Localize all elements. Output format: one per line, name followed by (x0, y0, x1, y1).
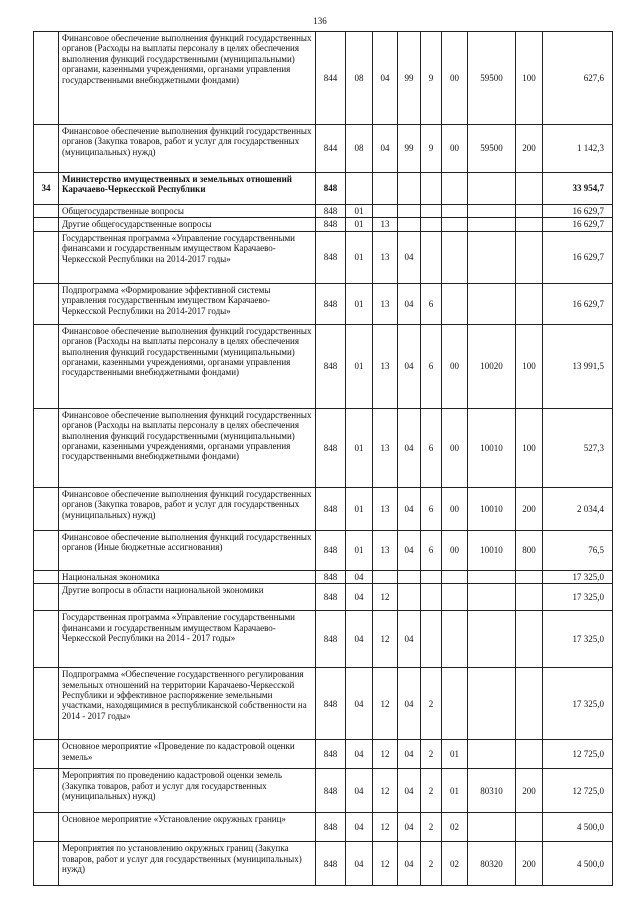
cell-num (34, 283, 59, 324)
cell-pr: 12 (373, 668, 398, 740)
cell-csr4 (468, 813, 516, 842)
cell-num (34, 125, 59, 173)
cell-csr3: 01 (442, 740, 468, 769)
cell-pr: 04 (373, 125, 398, 173)
table-row (34, 218, 613, 231)
cell-ved: 848 (316, 324, 346, 408)
cell-rz: 04 (346, 769, 373, 813)
cell-csr1: 04 (398, 769, 421, 813)
cell-csr1 (398, 173, 421, 205)
cell-csr4 (468, 611, 516, 668)
cell-csr4: 10010 (468, 408, 516, 487)
cell-csr4: 80310 (468, 769, 516, 813)
cell-pr (373, 570, 398, 583)
cell-pr: 12 (373, 611, 398, 668)
cell-sum: 17 325,0 (543, 570, 613, 583)
cell-csr3 (442, 668, 468, 740)
cell-csr2 (421, 205, 442, 218)
cell-csr3 (442, 283, 468, 324)
table-row (34, 530, 613, 570)
cell-num (34, 668, 59, 740)
cell-ved: 848 (316, 611, 346, 668)
cell-csr4 (468, 283, 516, 324)
cell-rz: 04 (346, 740, 373, 769)
cell-vr (516, 611, 543, 668)
cell-csr4: 80320 (468, 842, 516, 886)
cell-ved: 844 (316, 125, 346, 173)
table-row (34, 205, 613, 218)
cell-name: Финансовое обеспечение выполнения функций государственных органов (Закупка товаров, работ и услуг для государственных (муниципальных) нужд) (59, 487, 316, 530)
cell-csr3 (442, 218, 468, 231)
cell-csr2: 6 (421, 324, 442, 408)
table-body (34, 32, 613, 886)
cell-name: Мероприятия по проведению кадастровой оценки земель (Закупка товаров, работ и услуг для государственных (муниципальных) нужд) (59, 769, 316, 813)
cell-num (34, 205, 59, 218)
cell-csr4 (468, 584, 516, 611)
cell-csr1: 04 (398, 668, 421, 740)
table-row (34, 842, 613, 886)
cell-num (34, 584, 59, 611)
cell-rz: 04 (346, 611, 373, 668)
cell-pr: 13 (373, 283, 398, 324)
cell-pr: 13 (373, 530, 398, 570)
table-row (34, 487, 613, 530)
cell-csr3 (442, 205, 468, 218)
table-row (34, 173, 613, 205)
cell-ved: 848 (316, 231, 346, 283)
cell-name: Финансовое обеспечение выполнения функций государственных органов (Закупка товаров, работ и услуг для государственных (муниципальных) нужд) (59, 125, 316, 173)
cell-csr2: 2 (421, 769, 442, 813)
cell-csr4 (468, 218, 516, 231)
table-row (34, 125, 613, 173)
cell-name: Финансовое обеспечение выполнения функций государственных органов (Расходы на выплаты персоналу в целях обеспечения выполнения функций государственными (муниципальными) органами, казенными учреждениями, органами управления государственными внебюджетными фондами) (59, 32, 316, 125)
cell-vr (516, 173, 543, 205)
cell-vr: 100 (516, 32, 543, 125)
cell-pr (373, 173, 398, 205)
cell-csr2: 2 (421, 813, 442, 842)
cell-sum: 4 500,0 (543, 842, 613, 886)
cell-vr (516, 205, 543, 218)
cell-sum: 33 954,7 (543, 173, 613, 205)
cell-num (34, 530, 59, 570)
cell-csr4: 10010 (468, 487, 516, 530)
cell-csr2: 2 (421, 842, 442, 886)
cell-csr1: 04 (398, 611, 421, 668)
cell-sum: 16 629,7 (543, 231, 613, 283)
cell-pr: 04 (373, 32, 398, 125)
cell-name: Подпрограмма «Обеспечение государственного регулирования земельных отношений на территории Карачаево-Черкесской Республики и эффективное распоряжение земельными участками, находящимися в республиканской собственности на 2014 - 2017 годы» (59, 668, 316, 740)
cell-sum: 16 629,7 (543, 205, 613, 218)
table-row (34, 584, 613, 611)
cell-name: Государственная программа «Управление государственными финансами и государственным имуществом Карачаево-Черкесской Республики на 2014-2017 годы» (59, 231, 316, 283)
cell-ved: 848 (316, 668, 346, 740)
cell-vr (516, 218, 543, 231)
cell-name: Другие вопросы в области национальной экономики (59, 584, 316, 611)
page-number: 136 (313, 16, 327, 26)
cell-num (34, 324, 59, 408)
cell-pr: 13 (373, 218, 398, 231)
cell-csr4: 59500 (468, 32, 516, 125)
table-row (34, 408, 613, 487)
table-row (34, 769, 613, 813)
cell-csr2 (421, 173, 442, 205)
cell-name: Другие общегосударственные вопросы (59, 218, 316, 231)
cell-num (34, 218, 59, 231)
cell-num (34, 769, 59, 813)
cell-vr (516, 813, 543, 842)
cell-sum: 17 325,0 (543, 611, 613, 668)
cell-vr (516, 668, 543, 740)
cell-csr3: 00 (442, 530, 468, 570)
cell-pr: 13 (373, 408, 398, 487)
cell-vr: 800 (516, 530, 543, 570)
cell-rz: 08 (346, 32, 373, 125)
cell-rz (346, 173, 373, 205)
cell-vr: 200 (516, 842, 543, 886)
cell-csr4: 10020 (468, 324, 516, 408)
table-row (34, 813, 613, 842)
cell-csr4 (468, 668, 516, 740)
cell-rz: 08 (346, 125, 373, 173)
cell-pr (373, 205, 398, 218)
cell-csr2: 6 (421, 487, 442, 530)
cell-ved: 848 (316, 740, 346, 769)
cell-csr2 (421, 611, 442, 668)
cell-csr4 (468, 570, 516, 583)
cell-name: Финансовое обеспечение выполнения функций государственных органов (Иные бюджетные ассигнования) (59, 530, 316, 570)
cell-ved: 848 (316, 408, 346, 487)
cell-csr2 (421, 584, 442, 611)
cell-ved: 848 (316, 487, 346, 530)
cell-csr2: 6 (421, 283, 442, 324)
cell-ved: 848 (316, 842, 346, 886)
cell-sum: 16 629,7 (543, 218, 613, 231)
cell-vr: 200 (516, 487, 543, 530)
cell-vr: 200 (516, 125, 543, 173)
cell-sum: 4 500,0 (543, 813, 613, 842)
cell-csr4: 10010 (468, 530, 516, 570)
cell-csr3: 01 (442, 769, 468, 813)
cell-csr3: 00 (442, 487, 468, 530)
cell-vr (516, 584, 543, 611)
cell-name: Основное мероприятие «Проведение по кадастровой оценки земель» (59, 740, 316, 769)
cell-csr1: 04 (398, 283, 421, 324)
table-row (34, 231, 613, 283)
cell-ved: 848 (316, 283, 346, 324)
cell-csr1: 04 (398, 842, 421, 886)
cell-csr1: 04 (398, 408, 421, 487)
cell-rz: 01 (346, 231, 373, 283)
cell-csr3 (442, 570, 468, 583)
cell-csr2: 9 (421, 32, 442, 125)
cell-csr2 (421, 231, 442, 283)
cell-csr1 (398, 218, 421, 231)
table-row (34, 283, 613, 324)
cell-csr1 (398, 584, 421, 611)
cell-sum: 16 629,7 (543, 283, 613, 324)
cell-csr3 (442, 231, 468, 283)
cell-vr (516, 231, 543, 283)
cell-sum: 12 725,0 (543, 769, 613, 813)
cell-csr1: 99 (398, 125, 421, 173)
cell-rz: 04 (346, 842, 373, 886)
cell-csr1: 04 (398, 740, 421, 769)
cell-csr4 (468, 173, 516, 205)
cell-rz: 04 (346, 813, 373, 842)
cell-csr2: 6 (421, 408, 442, 487)
cell-csr4: 59500 (468, 125, 516, 173)
table-row (34, 570, 613, 583)
cell-csr1 (398, 570, 421, 583)
cell-vr: 200 (516, 769, 543, 813)
cell-pr: 13 (373, 324, 398, 408)
table-row (34, 32, 613, 125)
cell-csr3: 02 (442, 813, 468, 842)
cell-ved: 848 (316, 584, 346, 611)
cell-rz: 04 (346, 570, 373, 583)
cell-name: Национальная экономика (59, 570, 316, 583)
cell-rz: 01 (346, 324, 373, 408)
cell-sum: 76,5 (543, 530, 613, 570)
cell-rz: 01 (346, 218, 373, 231)
budget-table (33, 31, 613, 886)
cell-csr4 (468, 231, 516, 283)
cell-csr3: 00 (442, 324, 468, 408)
cell-csr1: 04 (398, 487, 421, 530)
cell-csr1: 99 (398, 32, 421, 125)
cell-ved: 848 (316, 570, 346, 583)
cell-pr: 12 (373, 740, 398, 769)
table-row (34, 668, 613, 740)
cell-csr1: 04 (398, 813, 421, 842)
cell-ved: 848 (316, 173, 346, 205)
cell-name: Финансовое обеспечение выполнения функций государственных органов (Расходы на выплаты персоналу в целях обеспечения выполнения функций государственными (муниципальными) органами, казенными учреждениями, органами управления государственными внебюджетными фондами) (59, 408, 316, 487)
cell-pr: 12 (373, 769, 398, 813)
cell-ved: 844 (316, 32, 346, 125)
cell-csr4 (468, 205, 516, 218)
cell-name: Основное мероприятие «Установление окружных границ» (59, 813, 316, 842)
cell-ved: 848 (316, 769, 346, 813)
cell-csr3: 00 (442, 125, 468, 173)
cell-pr: 12 (373, 813, 398, 842)
table-row (34, 611, 613, 668)
cell-num (34, 611, 59, 668)
cell-name: Мероприятия по установлению окружных границ (Закупка товаров, работ и услуг для государственных (муниципальных) нужд) (59, 842, 316, 886)
table-row (34, 324, 613, 408)
cell-num (34, 408, 59, 487)
cell-csr1 (398, 205, 421, 218)
cell-vr (516, 283, 543, 324)
cell-rz: 04 (346, 668, 373, 740)
cell-sum: 2 034,4 (543, 487, 613, 530)
cell-ved: 848 (316, 205, 346, 218)
cell-csr2: 2 (421, 668, 442, 740)
cell-sum: 527,3 (543, 408, 613, 487)
cell-csr1: 04 (398, 530, 421, 570)
cell-csr1: 04 (398, 231, 421, 283)
cell-rz: 01 (346, 487, 373, 530)
cell-name: Подпрограмма «Формирование эффективной системы управления государственным имуществом Карачаево-Черкесской Республики на 2014-2017 годы» (59, 283, 316, 324)
cell-num (34, 231, 59, 283)
cell-sum: 1 142,3 (543, 125, 613, 173)
cell-name: Государственная программа «Управление государственными финансами и государственным имуществом Карачаево-Черкесской Республики на 2014 - 2017 годы» (59, 611, 316, 668)
cell-rz: 01 (346, 205, 373, 218)
cell-csr3: 02 (442, 842, 468, 886)
cell-num (34, 842, 59, 886)
cell-csr1: 04 (398, 324, 421, 408)
cell-vr: 100 (516, 408, 543, 487)
cell-csr3 (442, 584, 468, 611)
cell-csr2: 9 (421, 125, 442, 173)
cell-name: Финансовое обеспечение выполнения функций государственных органов (Расходы на выплаты персоналу в целях обеспечения выполнения функций государственными (муниципальными) органами, казенными учреждениями, органами управления государственными внебюджетными фондами) (59, 324, 316, 408)
cell-sum: 12 725,0 (543, 740, 613, 769)
cell-num (34, 813, 59, 842)
cell-sum: 627,6 (543, 32, 613, 125)
cell-ved: 848 (316, 813, 346, 842)
cell-csr3: 00 (442, 408, 468, 487)
cell-csr3 (442, 611, 468, 668)
cell-pr: 12 (373, 842, 398, 886)
cell-pr: 12 (373, 584, 398, 611)
cell-csr2: 2 (421, 740, 442, 769)
cell-pr: 13 (373, 231, 398, 283)
cell-name: Общегосударственные вопросы (59, 205, 316, 218)
cell-csr2: 6 (421, 530, 442, 570)
cell-name: Министерство имущественных и земельных отношений Карачаево-Черкесской Республики (59, 173, 316, 205)
cell-num: 34 (34, 173, 59, 205)
cell-ved: 848 (316, 218, 346, 231)
cell-num (34, 740, 59, 769)
cell-sum: 17 325,0 (543, 584, 613, 611)
cell-rz: 01 (346, 408, 373, 487)
cell-vr (516, 740, 543, 769)
cell-pr: 13 (373, 487, 398, 530)
cell-csr4 (468, 740, 516, 769)
cell-csr3: 00 (442, 32, 468, 125)
cell-num (34, 570, 59, 583)
cell-rz: 01 (346, 530, 373, 570)
cell-sum: 13 991,5 (543, 324, 613, 408)
cell-csr2 (421, 570, 442, 583)
cell-num (34, 32, 59, 125)
cell-sum: 17 325,0 (543, 668, 613, 740)
cell-num (34, 487, 59, 530)
cell-vr (516, 570, 543, 583)
cell-ved: 848 (316, 530, 346, 570)
cell-rz: 01 (346, 283, 373, 324)
cell-vr: 100 (516, 324, 543, 408)
table-row (34, 740, 613, 769)
cell-csr2 (421, 218, 442, 231)
cell-csr3 (442, 173, 468, 205)
cell-rz: 04 (346, 584, 373, 611)
